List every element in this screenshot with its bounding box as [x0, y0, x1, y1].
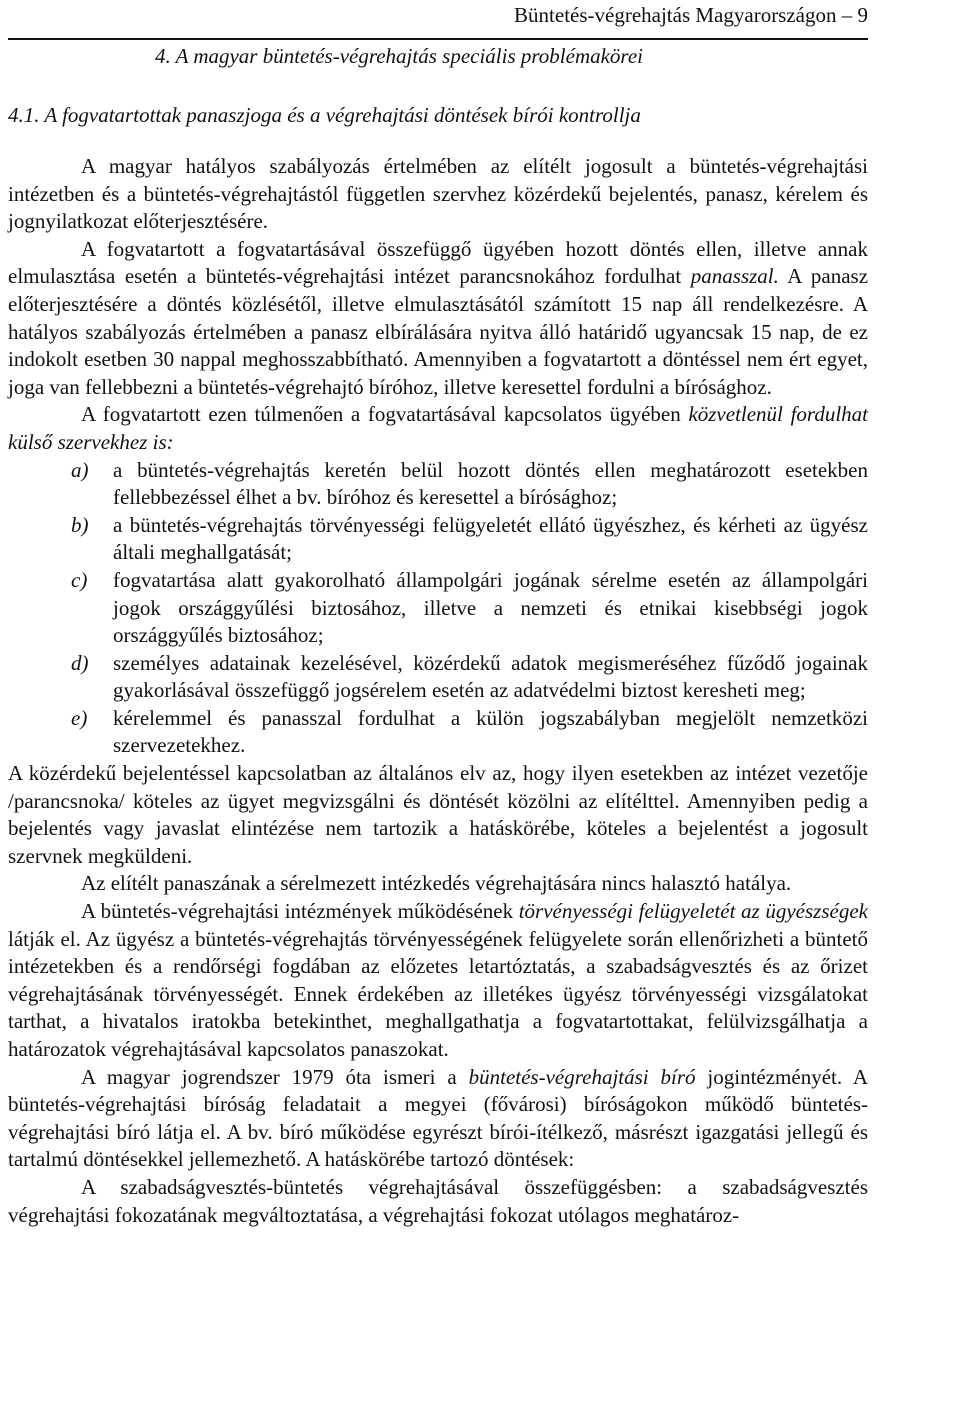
list-item: [8, 567, 868, 650]
list-item-text: a büntetés-végrehajtás törvényességi felügyeletét ellátó ügyészhez, és kérheti az ügyész általi meghallgatását;: [113, 512, 868, 565]
list-marker: a): [71, 457, 89, 482]
list-item: [8, 512, 868, 567]
list-marker: e): [71, 705, 88, 730]
paragraph: [8, 236, 868, 402]
running-header: [8, 0, 868, 40]
text-run: A büntetés-végrehajtási intézmények működésének: [81, 899, 519, 924]
paragraph: [8, 898, 868, 1064]
list-item: [8, 457, 868, 512]
paragraph: [8, 401, 868, 456]
paragraph: Az elítélt panaszának a sérelmezett intézkedés végrehajtására nincs halasztó hatálya.: [81, 871, 792, 896]
running-title: Büntetés-végrehajtás Magyarországon – 9: [514, 3, 868, 27]
text-run: A magyar jogrendszer 1979 óta ismeri a: [81, 1064, 469, 1089]
text-run: jogintézményét. A büntetés-végrehajtási bíróság feladatait a megyei (fővárosi) bíróságokon működő büntetés-végrehajtási bíró látja el. A bv. bíró működése egyrészt bírói-ítélkező, másrészt igazgatási jellegű és tartalmú döntésekkel jellemezhető. A hatáskörébe tartozó döntések:: [8, 1064, 868, 1172]
section-heading: 4. A magyar büntetés-végrehajtás speciális problémakörei: [155, 44, 643, 68]
list-item-text: a büntetés-végrehajtás keretén belül hozott döntés ellen meghatározott esetekben fellebbezéssel élhet a bv. bíróhoz és keresettel a bírósághoz;: [113, 457, 868, 510]
list-item: [8, 650, 868, 705]
text-run: A fogvatartott ezen túlmenően a fogvatartásával kapcsolatos ügyében: [81, 402, 689, 427]
list-item-text: személyes adatainak kezelésével, közérdekű adatok megismeréséhez fűződő jogainak gyakorlásával összefüggő jogsérelem esetén az adatvédelmi biztost keresheti meg;: [113, 650, 868, 703]
emphasis: panasszal.: [690, 264, 779, 289]
text-run: A fogvatartott a fogvatartásával összefüggő ügyében hozott döntés ellen, illetve annak elmulasztása esetén a büntetés-végrehajtási intézet parancsnokához fordulhat: [8, 236, 868, 289]
paragraph: [8, 1064, 868, 1174]
text-run: látják el. Az ügyész a büntetés-végrehajtás törvényességének felügyelete során ellenőrizheti a büntető intézetekben és a rendőrségi fogdában az előzetes letartóztatás, a szabadságvesztés és az őrizet végrehajtásának törvényességét. Ennek érdekében az illetékes ügyész törvényességi vizsgálatokat tarthat, a hivatalos iratokba betekinthet, meghallgathatja a fogvatartottakat, felülvizsgálhatja a határozatok végrehajtásával kapcsolatos panaszokat.: [8, 926, 868, 1061]
body-text: [8, 153, 868, 1229]
list-item-text: kérelemmel és panasszal fordulhat a külön jogszabályban megjelölt nemzetközi szervezetekhez.: [113, 705, 868, 758]
emphasis: büntetés-végrehajtási bíró: [468, 1064, 696, 1089]
list-item: [8, 705, 868, 760]
list-marker: c): [71, 567, 88, 592]
paragraph: A közérdekű bejelentéssel kapcsolatban az általános elv az, hogy ilyen esetekben az intézet vezetője /parancsnoka/ köteles az ügyet megvizsgálni és döntését közölni az elítélttel. Amennyiben pedig a bejelentés vagy javaslat elintézése nem tartozik a hatáskörébe, köteles a bejelentést a jogosult szervnek megküldeni.: [8, 761, 868, 868]
emphasis: törvényességi felügyeletét az ügyészségek: [518, 899, 868, 924]
external-bodies-list: [8, 457, 868, 761]
paragraph: A magyar hatályos szabályozás értelmében az elítélt jogosult a büntetés-végrehajtási intézetben és a büntetés-végrehajtástól független szervhez közérdekű bejelentés, panasz, kérelem és jognyilatkozat előterjesztésére.: [8, 154, 868, 234]
list-marker: d): [71, 650, 89, 675]
paragraph: A szabadságvesztés-büntetés végrehajtásával összefüggésben: a szabadságvesztés végrehajtási fokozatának megváltoztatása, a végrehajtási fokozat utólagos meghatároz-: [8, 1174, 868, 1227]
emphasis: közvetlenül fordulhat külső szervekhez is:: [8, 402, 868, 454]
subsection-heading: 4.1. A fogvatartottak panaszjoga és a végrehajtási döntések bírói kontrollja: [8, 103, 641, 127]
text-run: A panasz előterjesztésére a döntés közlésétől, illetve elmulasztásától számított 15 nap áll rendelkezésre. A hatályos szabályozás értelmében a panasz elbírálására nyitva álló határidő ugyancsak 15 nap, de ez indokolt esetben 30 nappal meghosszabbítható. Amennyiben a fogvatartott a döntéssel nem ért egyet, joga van fellebbezni a büntetés-végrehajtó bíróhoz, illetve keresettel fordulni a bírósághoz.: [8, 264, 869, 399]
list-item-text: fogvatartása alatt gyakorolható állampolgári jogának sérelme esetén az állampolgári jogok országgyűlési biztosához, illetve a nemzeti és etnikai kisebbségi jogok országgyűlés biztosához;: [113, 567, 868, 648]
list-marker: b): [71, 512, 89, 537]
